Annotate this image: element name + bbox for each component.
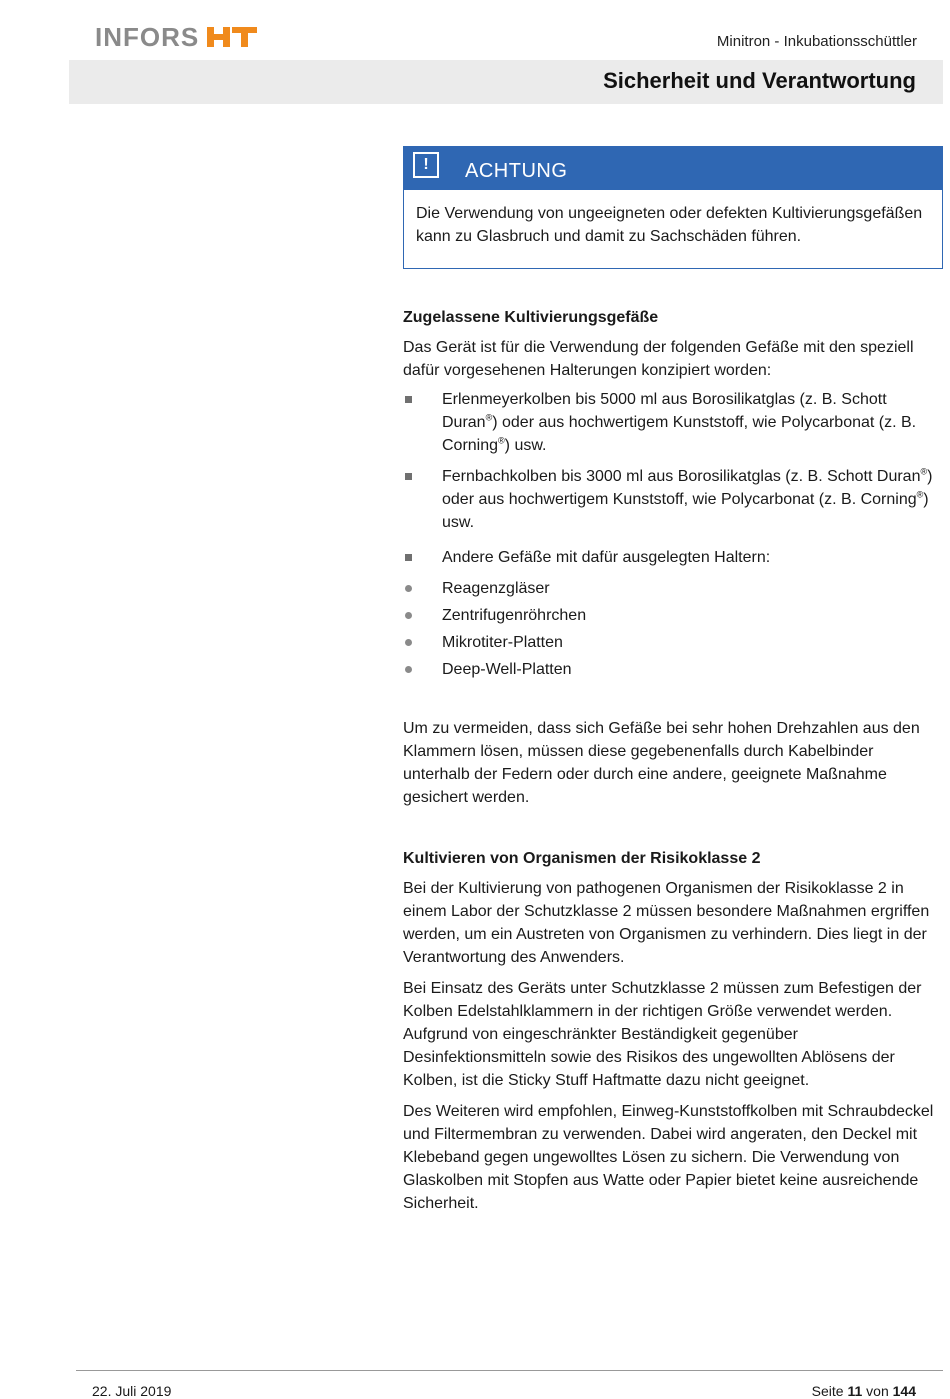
- fixing-note: Um zu vermeiden, dass sich Gefäße bei sehr hohen Drehzahlen aus den Klammern lösen, müssen diese gegebenenfalls durch Kabelbinder unterhalb der Federn oder durch eine andere, geeignete Maßnahme gesichert werden.: [403, 720, 920, 806]
- section-heading-vessels: Zugelassene Kultivierungsgefäße: [403, 309, 659, 326]
- list-item: Fernbachkolben bis 3000 ml aus Borosilikatglas (z. B. Schott Duran®) oder aus hochwertigem Kunststoff, wie Polycarbonat (z. B. Corning®) usw.: [403, 465, 943, 534]
- logo-t-shape: [232, 27, 257, 47]
- logo-h-shape: [207, 27, 230, 47]
- footer-page-number: Seite 11 von 144: [811, 1383, 916, 1399]
- vessel-list: [403, 388, 943, 681]
- warning-header: [403, 146, 943, 190]
- chapter-title: Sicherheit und Verantwortung: [603, 68, 916, 93]
- footer-date: 22. Juli 2019: [92, 1383, 172, 1399]
- warning-text: Die Verwendung von ungeeigneten oder defekten Kultivierungsgefäßen kann zu Glasbruch und damit zu Sachschäden führen.: [403, 190, 943, 269]
- section-intro: Das Gerät ist für die Verwendung der folgenden Gefäße mit den speziell dafür vorgesehenen Halterungen konzipiert worden:: [403, 339, 914, 379]
- list-item: Erlenmeyerkolben bis 5000 ml aus Borosilikatglas (z. B. Schott Duran®) oder aus hochwertigem Kunststoff, wie Polycarbonat (z. B. Corning®) usw.: [403, 388, 943, 457]
- risk-paragraph: Bei der Kultivierung von pathogenen Organismen der Risikoklasse 2 in einem Labor der Schutzklasse 2 müssen besondere Maßnahmen ergriffen werden, um ein Austreten von Organismen zu verhindern. Dies liegt in der Verantwortung des Anwenders.: [403, 880, 930, 966]
- exclamation-icon: !: [413, 152, 439, 178]
- document-subtitle: Minitron - Inkubationsschüttler: [716, 33, 917, 50]
- sub-list-item: Reagenzgläser: [403, 577, 943, 600]
- sub-list-item: Mikrotiter-Platten: [403, 631, 943, 654]
- sub-list-item: Deep-Well-Platten: [403, 658, 943, 681]
- section-heading-risk-class: Kultivieren von Organismen der Risikoklasse 2: [403, 850, 761, 867]
- risk-paragraph: Des Weiteren wird empfohlen, Einweg-Kunststoffkolben mit Schraubdeckel und Filtermembran zu verwenden. Dabei wird angeraten, den Deckel mit Klebeband gegen ungewolltes Lösen zu sichern. Die Verwendung von Glaskolben mit Stopfen aus Watte oder Papier bietet keine ausreichende Sicherheit.: [403, 1103, 934, 1212]
- warning-label: ACHTUNG: [465, 160, 568, 182]
- sub-list-item: Zentrifugenröhrchen: [403, 604, 943, 627]
- warning-box: [403, 146, 943, 269]
- holder-sub-list: [403, 577, 943, 681]
- main-content: [403, 146, 943, 1215]
- infors-ht-logo: [95, 22, 257, 52]
- list-item: Andere Gefäße mit dafür ausgelegten Haltern: Reagenzgläser Zentrifugenröhrchen Mikrotiter-Platten Deep-Well-Platten: [403, 546, 943, 681]
- logo-text: INFORS: [95, 21, 200, 52]
- risk-paragraph: Bei Einsatz des Geräts unter Schutzklasse 2 müssen zum Befestigen der Kolben Edelstahlklammern in der richtigen Größe verwendet werden. Aufgrund von eingeschränkter Beständigkeit gegenüber Desinfektionsmitteln sowie des Risikos des ungewollten Ablösens der Kolben, ist die Sticky Stuff Haftmatte dazu nicht geeignet.: [403, 980, 922, 1089]
- footer-divider: [76, 1370, 943, 1371]
- logo-ht-mark: [207, 25, 257, 49]
